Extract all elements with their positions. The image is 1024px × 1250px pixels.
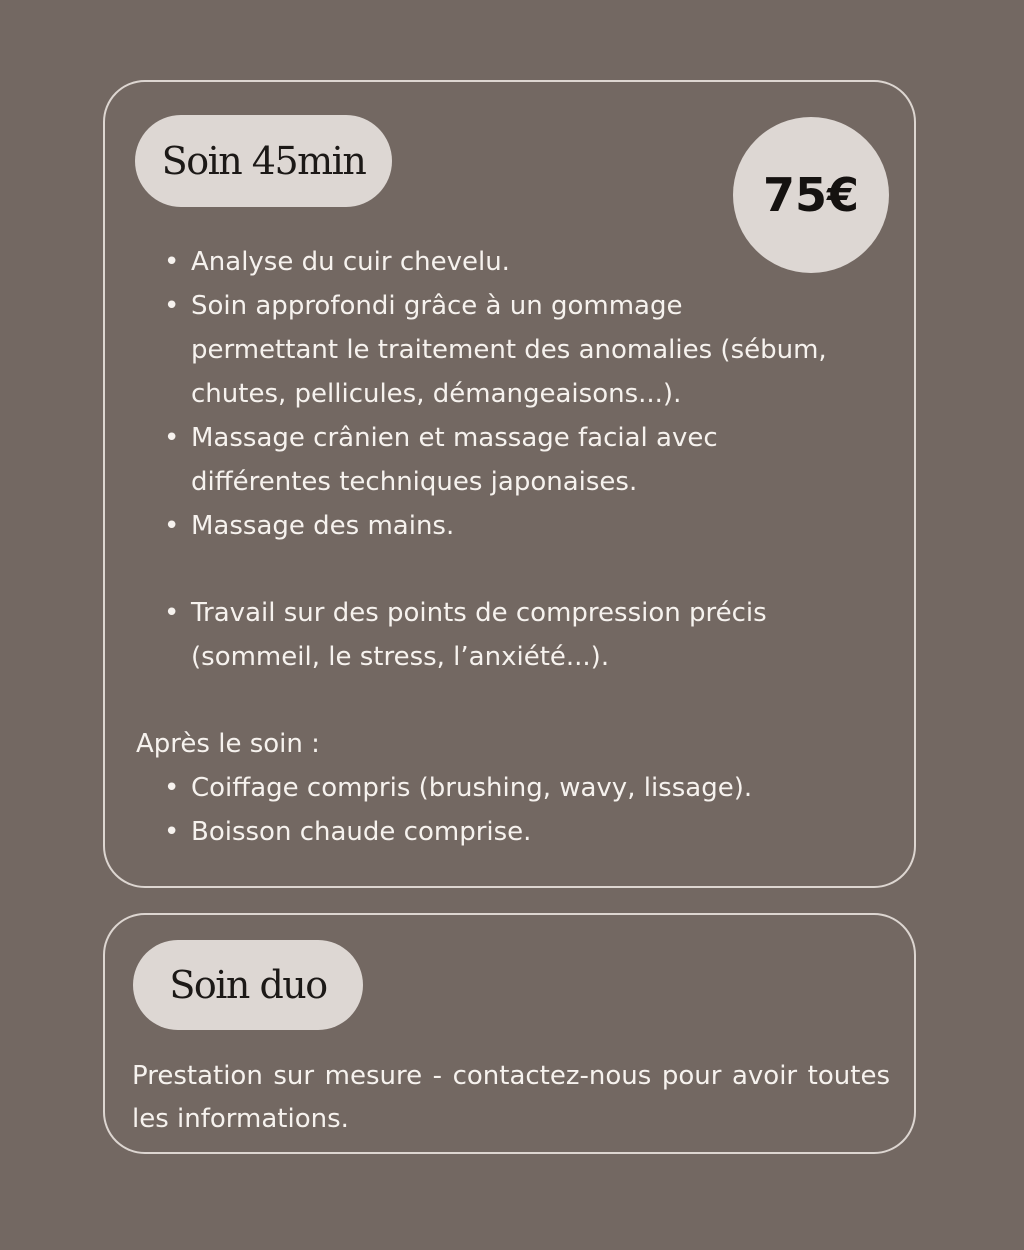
list-item: • Travail sur des points de compression précis (sommeil, le stress, l’anxiété...). [191,591,831,679]
price-badge: 75€ [733,117,889,273]
soin-45min-card [103,80,916,888]
services-list [136,240,886,548]
card-body [136,240,886,854]
list-item: • Soin approfondi grâce à un gommage permettant le traitement des anomalies (sébum, chutes, pellicules, démangeaisons...). [191,284,831,416]
list-item: • Massage des mains. [191,504,886,548]
card-description: Prestation sur mesure - contactez-nous pour avoir toutes les informations. [132,1061,890,1134]
list-item: • Boisson chaude comprise. [191,810,886,854]
soin-duo-card [103,913,916,1154]
after-list [136,766,886,854]
list-item: • Analyse du cuir chevelu. [191,240,886,284]
card-title: Soin 45min [135,115,392,207]
list-item: • Massage crânien et massage facial avec différentes techniques japonaises. [191,416,771,504]
after-label: Après le soin : [136,729,320,759]
services-list-extra [136,591,886,679]
list-item: • Coiffage compris (brushing, wavy, lissage). [191,766,886,810]
card-title: Soin duo [133,940,363,1030]
